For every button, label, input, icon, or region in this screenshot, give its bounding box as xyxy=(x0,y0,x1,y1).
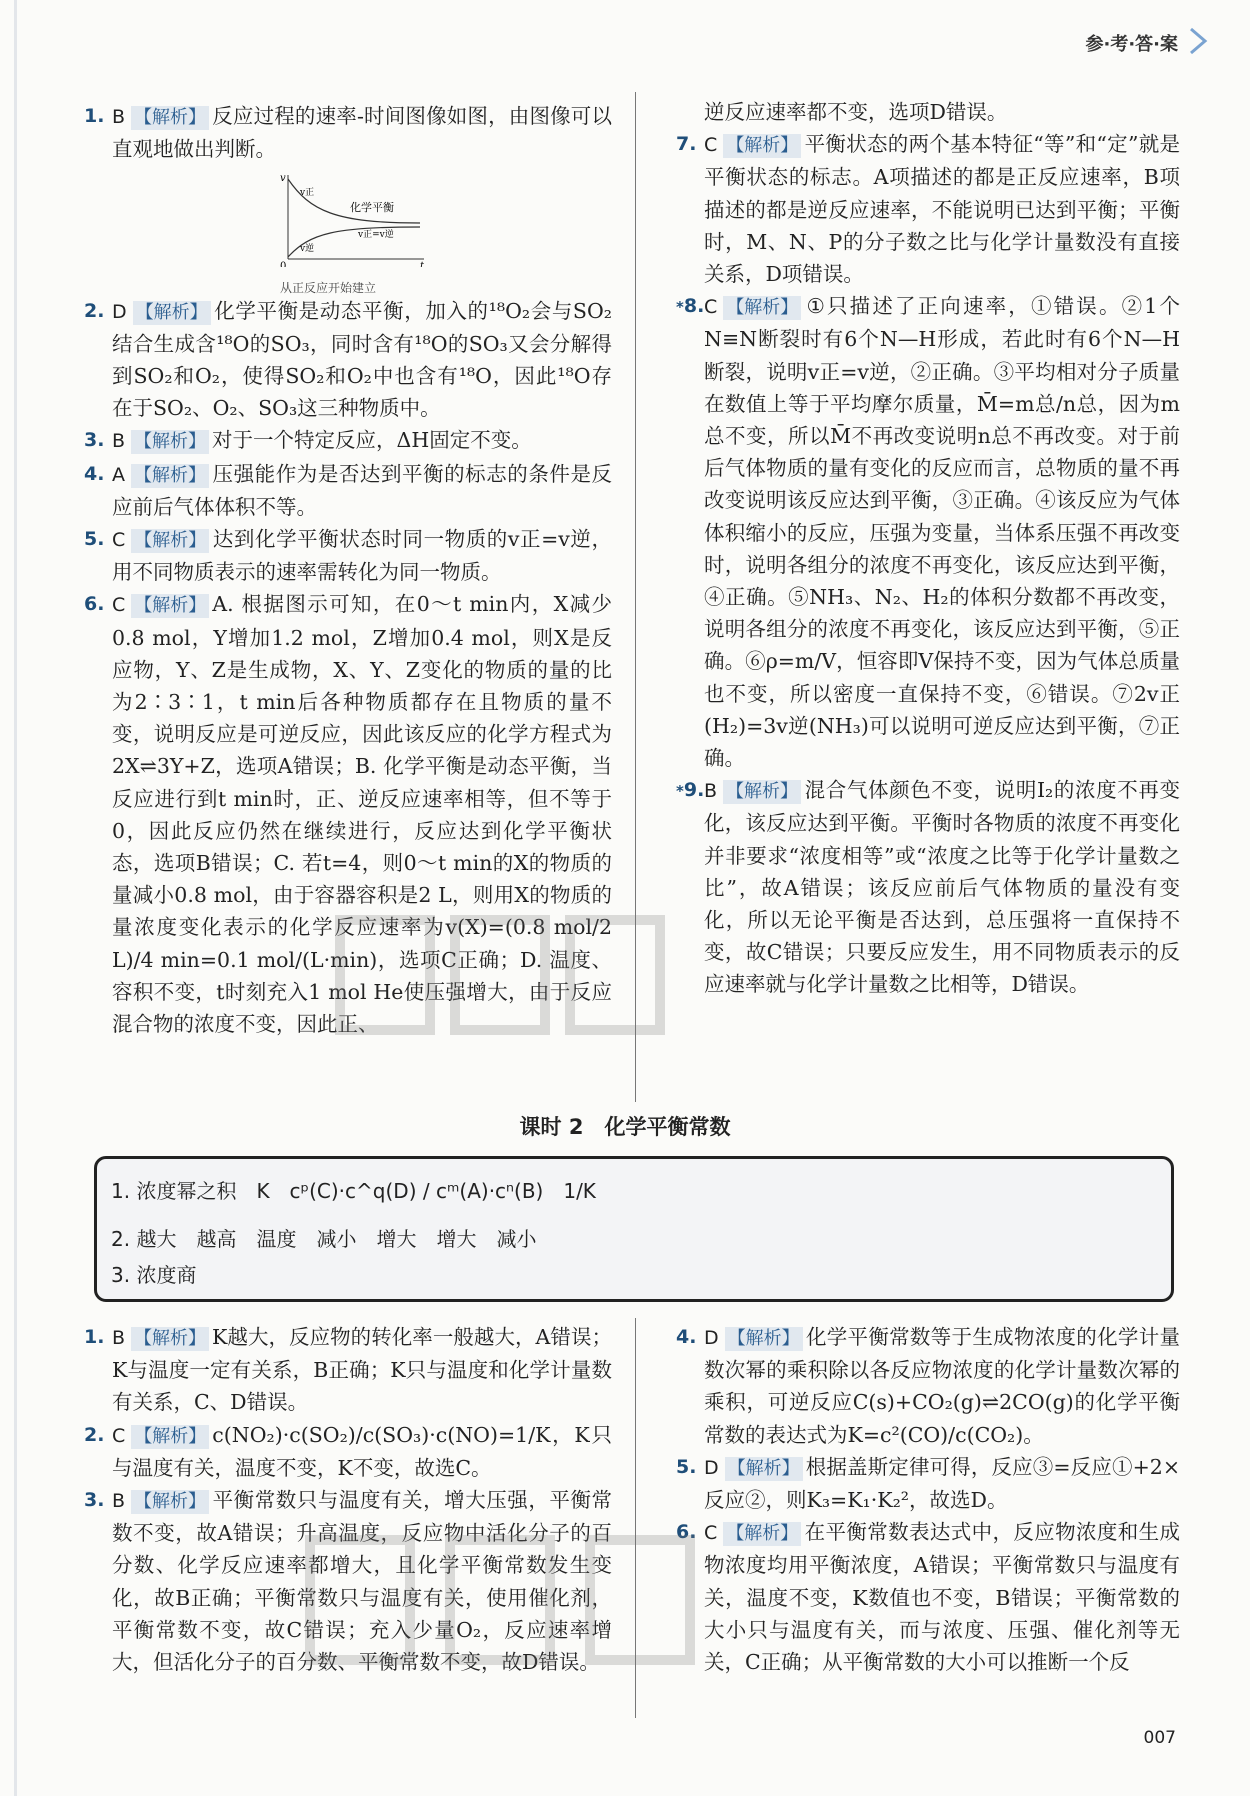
answer-choice: B xyxy=(112,1327,126,1349)
answer-choice: C xyxy=(112,529,126,552)
answer-number: 6. xyxy=(676,1521,697,1544)
answer-choice: C xyxy=(704,296,718,319)
answers-right-top xyxy=(676,96,1180,1001)
figure-reverse-label: v逆 xyxy=(300,244,315,255)
analysis-tag: 【解析】 xyxy=(723,1522,801,1546)
answer-choice: C xyxy=(112,594,126,617)
answer-text: 对于一个特定反应，ΔH固定不变。 xyxy=(212,428,532,453)
answer-text: 平衡状态的两个基本特征“等”和“定”就是平衡状态的标志。A项描述的都是正反应速率，B项描述的都是逆反应速率，不能说明已达到平衡；平衡时，M、N、P的分子数之比与化学计量数没有直接关系，D项错误。 xyxy=(704,132,1180,287)
figure-x-label: t xyxy=(420,261,425,268)
answer-choice: C xyxy=(112,1424,126,1447)
answer-number: *8. xyxy=(676,295,705,318)
analysis-tag: 【解析】 xyxy=(131,430,209,454)
analysis-tag: 【解析】 xyxy=(131,1327,209,1351)
answer-text: 化学平衡常数等于生成物浓度的化学计量数次幂的乘积除以各反应物浓度的化学计量数次幂的乘积，可逆反应C(s)+CO₂(g)⇌2CO(g)的化学平衡常数的表达式为K=c²(CO)/c(CO₂)。 xyxy=(704,1325,1180,1447)
answer-continuation xyxy=(676,96,1180,128)
analysis-tag: 【解析】 xyxy=(131,106,209,130)
answer-item xyxy=(84,523,612,588)
answer-item xyxy=(84,588,612,1040)
answer-number: *9. xyxy=(676,779,705,802)
answer-choice: D xyxy=(704,1327,719,1349)
answer-number: 6. xyxy=(84,593,105,616)
figure-y-label: v xyxy=(280,173,286,185)
answer-text: 化学平衡是动态平衡，加入的¹⁸O₂会与SO₂结合生成含¹⁸O的SO₃，同时含有¹⁸O的SO₃又会分解得到SO₂和O₂，使得SO₂和O₂中也含有¹⁸O，因此¹⁸O存在于SO₂、O₂、SO₃这三种物质中。 xyxy=(112,298,612,421)
answer-number: 4. xyxy=(676,1326,697,1348)
rate-time-figure xyxy=(280,171,430,267)
answer-choice: B xyxy=(112,106,126,128)
analysis-tag: 【解析】 xyxy=(131,594,209,618)
figure-forward-label: v正 xyxy=(300,188,315,199)
analysis-tag: 【解析】 xyxy=(723,134,801,158)
answer-item xyxy=(676,128,1180,290)
answer-item xyxy=(676,774,1180,1000)
analysis-tag: 【解析】 xyxy=(725,1327,803,1351)
analysis-tag: 【解析】 xyxy=(131,529,209,553)
answer-item xyxy=(676,290,1180,774)
section-title: 课时 2 化学平衡常数 xyxy=(519,1115,731,1139)
answer-item xyxy=(84,458,612,523)
answer-number: 4. xyxy=(84,462,105,485)
answer-choice: D xyxy=(704,1456,719,1479)
answer-item xyxy=(676,1321,1180,1451)
answer-text: 逆反应速率都不变，选项D错误。 xyxy=(704,100,1008,124)
answer-item xyxy=(84,100,612,165)
answer-choice: B xyxy=(112,1490,126,1513)
answer-item xyxy=(84,1419,612,1484)
chevron-right-icon xyxy=(1186,26,1210,56)
column-divider-top xyxy=(635,92,636,1102)
answer-choice: D xyxy=(112,300,127,323)
analysis-tag: 【解析】 xyxy=(131,1425,209,1449)
figure-title-label: 化学平衡 xyxy=(350,201,394,215)
page-edge-strip xyxy=(14,0,17,1796)
answer-number: 2. xyxy=(84,1423,105,1446)
answer-number: 3. xyxy=(84,1489,105,1512)
answer-text: 在平衡常数表达式中，反应物浓度和生成物浓度均用平衡浓度，A错误；平衡常数只与温度有关，温度不变，K数值也不变，B错误；平衡常数的大小只与温度有关，而与浓度、压强、催化剂等无关，C正确；从平衡常数的大小可以推断一个反 xyxy=(704,1520,1180,1675)
answer-text: ①只描述了正向速率，①错误。②1个N≡N断裂时有6个N—H形成，若此时有6个N—H断裂，说明v正=v逆，②正确。③平均相对分子质量在数值上等于平均摩尔质量，M̄=m总/n总，因为m总不变，所以M̄不再改变说明n总不再改变。对于前后气体物质的量有变化的反应而言，总物质的量不再改变说明该反应达到平衡，③正确。④该反应为气体体积缩小的反应，压强为变量，当体系压强不再改变时，说明各组分的浓度不再变化，该反应达到平衡，④正确。⑤NH₃、N₂、H₂的体积分数都不再改变，说明各组分的浓度不再变化，该反应达到平衡，⑤正确。⑥ρ=m/V，恒容即V保持不变，因为气体总质量也不变，所以密度一直保持不变，⑥错误。⑦2v正(H₂)=3v逆(NH₃)可以说明可逆反应达到平衡，⑦正确。 xyxy=(704,294,1180,771)
answer-number: 1. xyxy=(84,105,105,127)
answer-choice: B xyxy=(704,780,718,803)
box-line-2: 2. 越大 越高 温度 减小 增大 增大 减小 xyxy=(111,1227,537,1251)
answer-text: K越大，反应物的转化率一般越大，A错误；K与温度一定有关系，B正确；K只与温度和化学计量数有关系，C、D错误。 xyxy=(112,1325,612,1415)
answer-item xyxy=(676,1516,1180,1678)
star-mark: * xyxy=(676,782,684,801)
figure-origin: 0 xyxy=(280,261,287,268)
answer-item xyxy=(676,1451,1180,1516)
answer-choice: B xyxy=(112,430,126,453)
header-title: 参·考·答·案 xyxy=(1085,34,1178,55)
analysis-tag: 【解析】 xyxy=(723,780,801,804)
answer-text: 平衡常数只与温度有关，增大压强，平衡常数不变，故A错误；升高温度，反应物中活化分子的百分数、化学反应速率都增大，且化学平衡常数发生变化，故B正确；平衡常数只与温度有关，使用催化剂，平衡常数不变，故C错误；充入少量O₂，反应速率增大，但活化分子的百分数、平衡常数不变，故D错误。 xyxy=(112,1488,612,1675)
answers-left-top xyxy=(84,100,612,1040)
answer-text: A. 根据图示可知，在0～t min内，X减少0.8 mol，Y增加1.2 mol，Z增加0.4 mol，则X是反应物，Y、Z是生成物，X、Y、Z变化的物质的量的比为2∶3∶1，t min后各种物质都存在且物质的量不变，说明反应是可逆反应，因此该反应的化学方程式为2X⇌3Y+Z，选项A错误；B. 化学平衡是动态平衡，当反应进行到t min时，正、逆反应速率相等，但不等于0，因此反应仍然在继续进行，反应达到化学平衡状态，选项B错误；C. 若t=4，则0～t min的X的物质的量减小0.8 mol，由于容器容积是2 L，则用X的物质的量浓度变化表示的化学反应速率为v(X)=(0.8 mol/2 L)/4 min=0.1 mol/(L·min)，选项C正确；D. 温度、容积不变，t时刻充入1 mol He使压强增大，由于反应混合物的浓度不变，因此正、 xyxy=(112,592,612,1037)
answer-choice: A xyxy=(112,463,125,486)
answer-number: 7. xyxy=(676,133,697,156)
answer-number: 2. xyxy=(84,299,105,322)
answers-right-bottom xyxy=(676,1321,1180,1678)
answer-text: 压强能作为是否达到平衡的标志的条件是反应前后气体体积不等。 xyxy=(112,461,612,519)
answer-number: 3. xyxy=(84,429,105,452)
analysis-tag: 【解析】 xyxy=(131,464,209,488)
key-points-box xyxy=(94,1156,1174,1302)
answer-item xyxy=(84,1484,612,1678)
column-divider-bottom xyxy=(635,1318,636,1718)
answer-number: 5. xyxy=(84,528,105,551)
figure-eq-label: v正=v逆 xyxy=(358,230,394,241)
answer-text: 混合气体颜色不变，说明I₂的浓度不再变化，该反应达到平衡。平衡时各物质的浓度不再变化并非要求“浓度相等”或“浓度之比等于化学计量数之比”，故A错误；该反应前后气体物质的量没有变化，所以无论平衡是否达到，总压强将一直保持不变，故C错误；只要反应发生，用不同物质表示的反应速率就与化学计量数之比相等，D错误。 xyxy=(704,778,1180,997)
answer-item xyxy=(84,1321,612,1419)
answer-text: 根据盖斯定律可得，反应③=反应①+2×反应②，则K₃=K₁·K₂²，故选D。 xyxy=(704,1454,1180,1513)
answer-item xyxy=(84,424,612,457)
answer-text: c(NO₂)·c(SO₂)/c(SO₃)·c(NO)=1/K，K只与温度有关，温度不变，K不变，故选C。 xyxy=(112,1422,612,1480)
analysis-tag: 【解析】 xyxy=(131,1490,209,1514)
star-mark: * xyxy=(676,298,684,317)
answer-choice: C xyxy=(704,134,718,157)
figure-caption: 从正反应开始建立 xyxy=(280,280,377,295)
answer-text: 反应过程的速率-时间图像如图，由图像可以直观地做出判断。 xyxy=(112,104,612,162)
answer-choice: C xyxy=(704,1522,718,1545)
answers-left-bottom xyxy=(84,1321,612,1678)
analysis-tag: 【解析】 xyxy=(133,301,211,325)
answer-text: 达到化学平衡状态时同一物质的v正=v逆，用不同物质表示的速率需转化为同一物质。 xyxy=(112,527,612,585)
analysis-tag: 【解析】 xyxy=(723,296,801,320)
answer-number: 1. xyxy=(84,1326,105,1348)
answer-item xyxy=(84,295,612,425)
box-line-1: 1. 浓度幂之积 K cᵖ(C)·c^q(D) / cᵐ(A)·cⁿ(B) 1/K xyxy=(111,1179,596,1203)
answer-number: 5. xyxy=(676,1455,697,1478)
box-line-3: 3. 浓度商 xyxy=(111,1263,197,1287)
analysis-tag: 【解析】 xyxy=(725,1457,803,1481)
page-number: 007 xyxy=(1143,1728,1176,1748)
